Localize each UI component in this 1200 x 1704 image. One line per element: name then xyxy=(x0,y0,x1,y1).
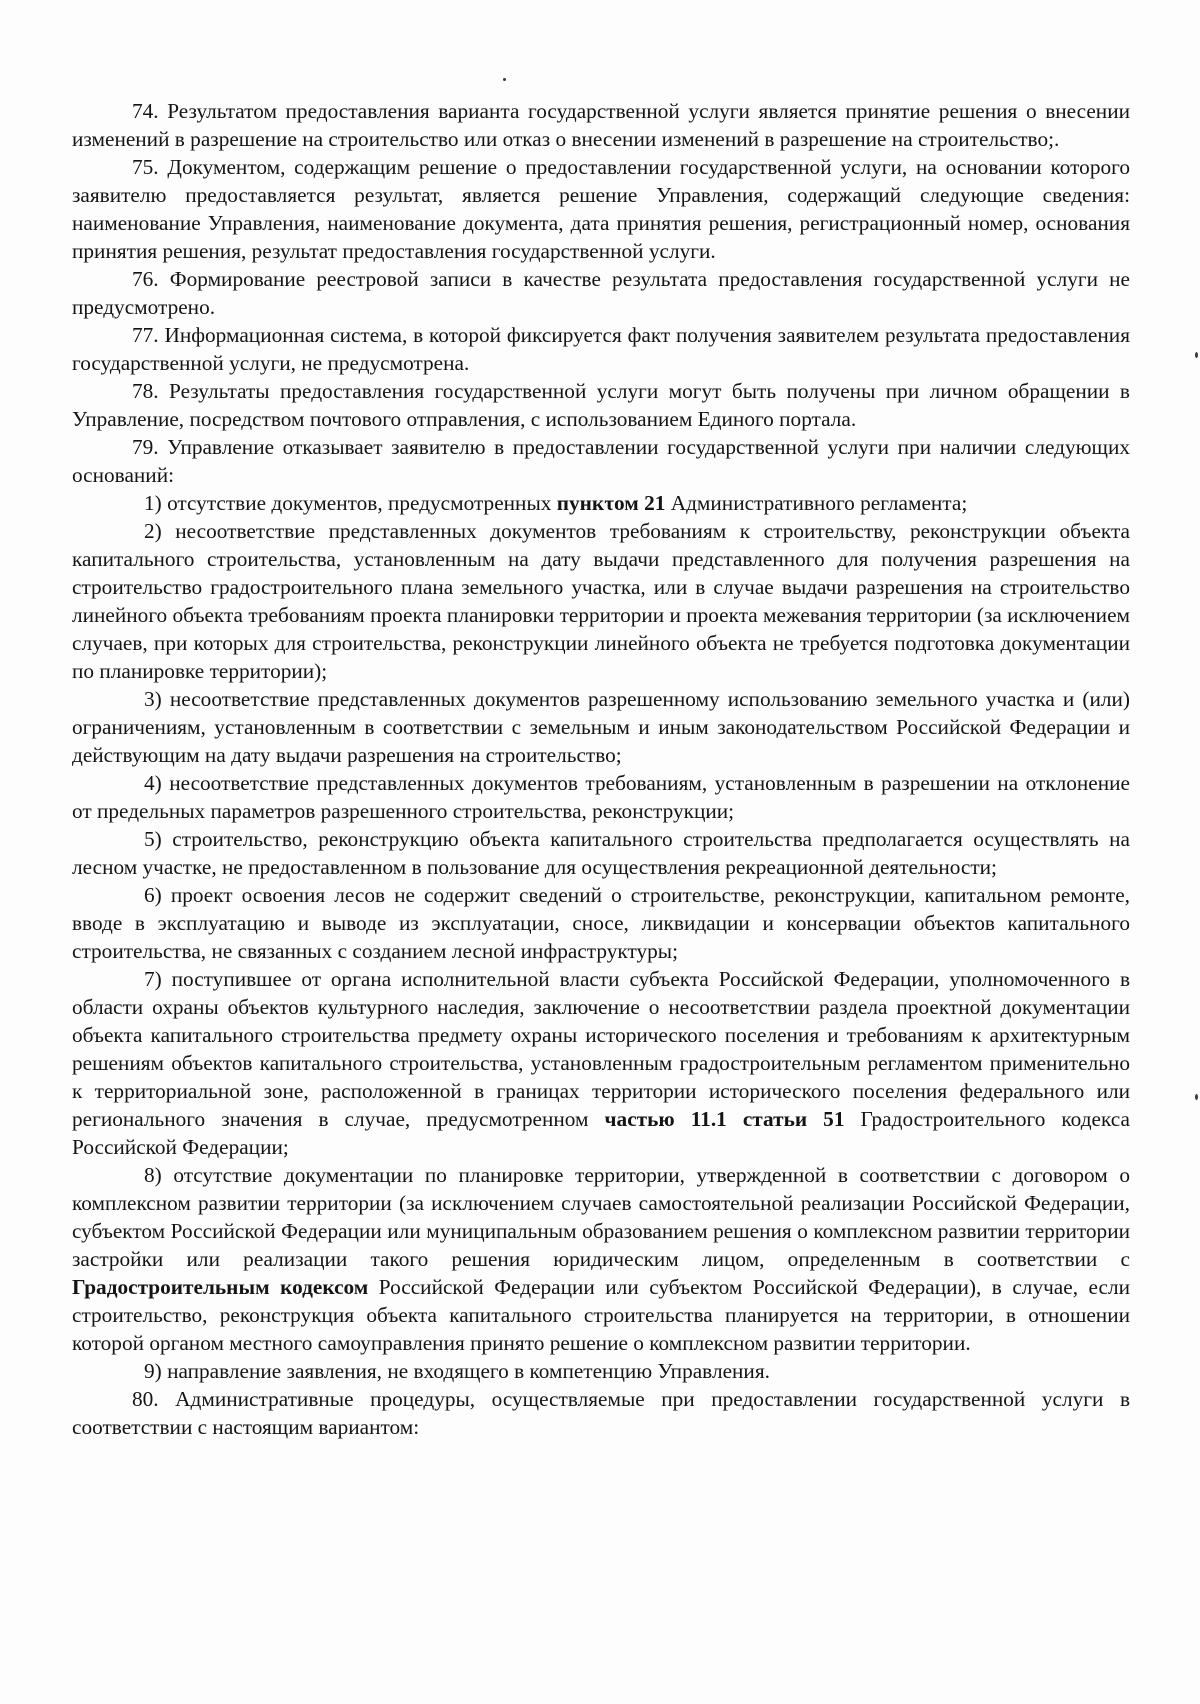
paragraph-78 xyxy=(72,377,1130,433)
paragraph-79 xyxy=(72,433,1130,489)
paragraph-text: 3) несоответствие представленных документов разрешенному использованию земельного участка и (или) ограничениям, установленным в соответствии с земельным и иным законодательством Российской Федерации и действующим на дату выдачи разрешения на строительство; xyxy=(72,687,1130,767)
scan-speck xyxy=(503,78,506,81)
paragraph-text: Административного регламента; xyxy=(665,491,968,515)
bold-reference: Градостроительным кодексом xyxy=(72,1275,369,1299)
scan-speck xyxy=(1195,1094,1198,1100)
list-item-79-8 xyxy=(72,1161,1130,1357)
paragraph-text: 6) проект освоения лесов не содержит сведений о строительстве, реконструкции, капитальном ремонте, вводе в эксплуатацию и выводе из эксплуатации, сносе, ликвидации и консервации объектов капитального строительства, не связанных с созданием лесной инфраструктуры; xyxy=(72,883,1130,963)
bold-reference: пункτом 21 xyxy=(556,491,666,515)
paragraph-text: 79. Управление отказывает заявителю в предоставлении государственной услуги при наличии следующих оснований: xyxy=(72,435,1130,487)
paragraph-text: 2) несоответствие представленных документов требованиям к строительству, реконструкции объекта капитального строительства, установленным на дату выдачи представленного для получения разрешения на строительство градостроительного плана земельного участка, или в случае выдачи разрешения на строительство линейного объекта требованиям проекта планировки территории и проекта межевания территории (за исключением случаев, при которых для строительства, реконструкции линейного объекта не требуется подготовка документации по планировке территории); xyxy=(72,519,1130,683)
paragraph-text: 76. Формирование реестровой записи в качестве результата предоставления государственной услуги не предусмотрено. xyxy=(72,267,1130,319)
list-item-79-2 xyxy=(72,517,1130,685)
paragraph-76 xyxy=(72,265,1130,321)
document-body xyxy=(72,97,1130,1441)
list-item-79-1 xyxy=(72,489,1130,517)
paragraph-text: 1) отсутствие документов, предусмотренных xyxy=(144,491,557,515)
paragraph-text: Градостроительного кодекса Российской Федерации; xyxy=(72,1107,1130,1159)
paragraph-text: 80. Административные процедуры, осуществляемые при предоставлении государственной услуги в соответствии с настоящим вариантом: xyxy=(72,1387,1130,1439)
paragraph-text: 4) несоответствие представленных документов требованиям, установленным в разрешении на отклонение от предельных параметров разрешенного строительства, реконструкции; xyxy=(72,771,1130,823)
list-item-79-6 xyxy=(72,881,1130,965)
paragraph-77 xyxy=(72,321,1130,377)
list-item-79-5 xyxy=(72,825,1130,881)
paragraph-text: 78. Результаты предоставления государственной услуги могут быть получены при личном обращении в Управление, посредством почтового отправления, с использованием Единого портала. xyxy=(72,379,1130,431)
list-item-79-9 xyxy=(72,1357,1130,1385)
paragraph-text: 7) поступившее от органа исполнительной власти субъекта Российской Федерации, уполномоченного в области охраны объектов культурного наследия, заключение о несоответствии раздела проектной документации объекта капитального строительства предмету охраны исторического поселения и требованиям к архитектурным решениям объектов капитального строительства, установленным градостроительным регламентом применительно к территориальной зоне, расположенной в границах территории исторического поселения федерального или регионального значения в случае, предусмотренном xyxy=(72,967,1130,1131)
list-item-79-4 xyxy=(72,769,1130,825)
paragraph-text: 9) направление заявления, не входящего в компетенцию Управления. xyxy=(144,1359,770,1383)
paragraph-75 xyxy=(72,153,1130,265)
paragraph-text: 5) строительство, реконструкцию объекта капитального строительства предполагается осуществлять на лесном участке, не предоставленном в пользование для осуществления рекреационной деятельности; xyxy=(72,827,1130,879)
paragraph-text: 77. Информационная система, в которой фиксируется факт получения заявителем результата предоставления государственной услуги, не предусмотрена. xyxy=(72,323,1130,375)
paragraph-text: 74. Результатом предоставления варианта государственной услуги является принятие решения о внесении изменений в разрешение на строительство или отказ о внесении изменений в разрешение на строительство;. xyxy=(72,99,1130,151)
paragraph-text: 8) отсутствие документации по планировке территории, утвержденной в соответствии с договором о комплексном развитии территории (за исключением случаев самостоятельной реализации Российской Федерации, субъектом Российской Федерации или муниципальным образованием решения о комплексном развитии территории застройки или реализации такого решения юридическим лицом, определенным в соответствии с xyxy=(72,1163,1130,1271)
paragraph-80 xyxy=(72,1385,1130,1441)
list-item-79-7 xyxy=(72,965,1130,1161)
paragraph-74 xyxy=(72,97,1130,153)
scan-speck xyxy=(1195,352,1198,358)
bold-reference: частью 11.1 статьи 51 xyxy=(604,1107,845,1131)
paragraph-text: Российской Федерации или субъектом Российской Федерации), в случае, если строительство, реконструкция объекта капитального строительства планируется на территории, в отношении которой органом местного самоуправления принято решение о комплексном развитии территории. xyxy=(72,1275,1130,1355)
paragraph-text: 75. Документом, содержащим решение о предоставлении государственной услуги, на основании которого заявителю предоставляется результат, является решение Управления, содержащий следующие сведения: наименование Управления, наименование документа, дата принятия решения, регистрационный номер, основания принятия решения, результат предоставления государственной услуги. xyxy=(72,155,1130,263)
list-item-79-3 xyxy=(72,685,1130,769)
